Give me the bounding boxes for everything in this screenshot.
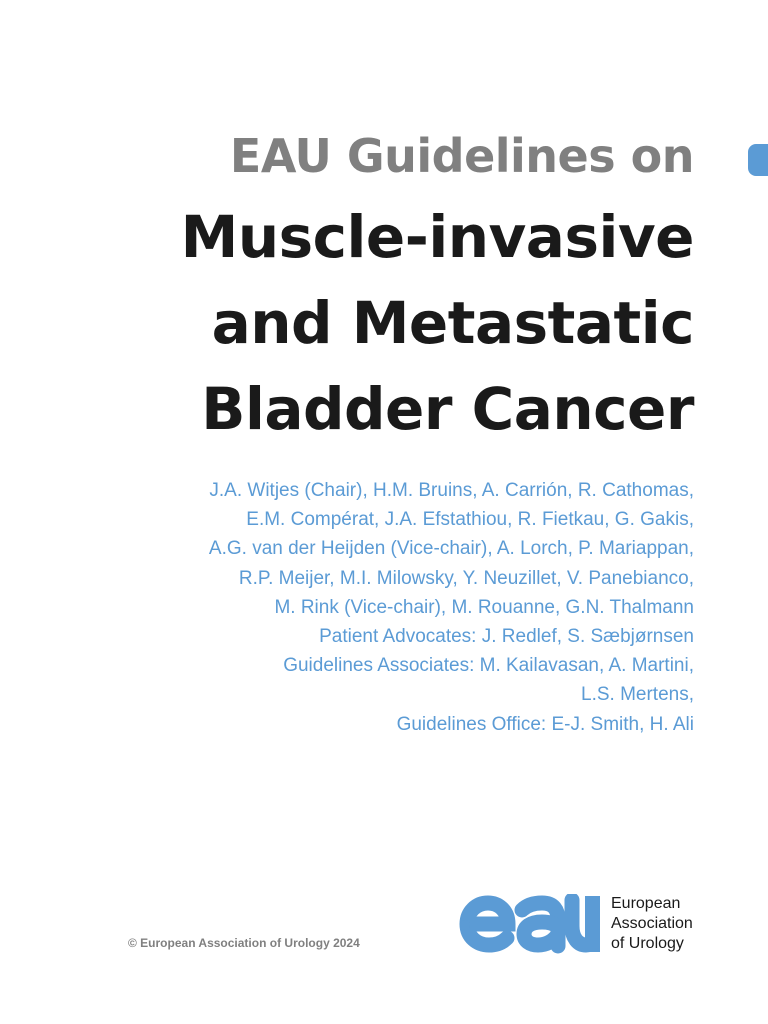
title-block bbox=[74, 124, 694, 452]
author-line: E.M. Compérat, J.A. Efstathiou, R. Fietkau, G. Gakis, bbox=[246, 509, 694, 531]
title-line-2: and Metastatic bbox=[211, 289, 694, 357]
author-line: Patient Advocates: J. Redlef, S. Sæbjørnsen bbox=[319, 626, 694, 648]
logo-text-line: European bbox=[611, 895, 681, 912]
title-line-1: Muscle-invasive bbox=[180, 203, 694, 271]
title-line-3: Bladder Cancer bbox=[201, 375, 694, 443]
section-tab-marker bbox=[748, 144, 768, 176]
eau-logo-icon bbox=[458, 894, 600, 954]
document-title bbox=[74, 194, 694, 452]
copyright-notice: © European Association of Urology 2024 bbox=[128, 936, 360, 950]
document-subtitle: EAU Guidelines on bbox=[229, 129, 694, 183]
logo-text-line: Association bbox=[611, 915, 693, 932]
eau-logo-text bbox=[611, 894, 693, 954]
author-list bbox=[94, 476, 694, 739]
author-line: J.A. Witjes (Chair), H.M. Bruins, A. Carrión, R. Cathomas, bbox=[209, 480, 694, 501]
author-line: Guidelines Office: E-J. Smith, H. Ali bbox=[396, 713, 694, 735]
eau-logo bbox=[458, 890, 698, 956]
author-line: Guidelines Associates: M. Kailavasan, A. Martini, bbox=[283, 655, 694, 677]
author-line: M. Rink (Vice-chair), M. Rouanne, G.N. Thalmann bbox=[274, 596, 694, 618]
author-line: R.P. Meijer, M.I. Milowsky, Y. Neuzillet, V. Panebianco, bbox=[238, 567, 694, 589]
author-line: L.S. Mertens, bbox=[581, 684, 694, 706]
author-line: A.G. van der Heijden (Vice-chair), A. Lorch, P. Mariappan, bbox=[208, 538, 694, 560]
logo-text-line: of Urology bbox=[611, 935, 684, 952]
